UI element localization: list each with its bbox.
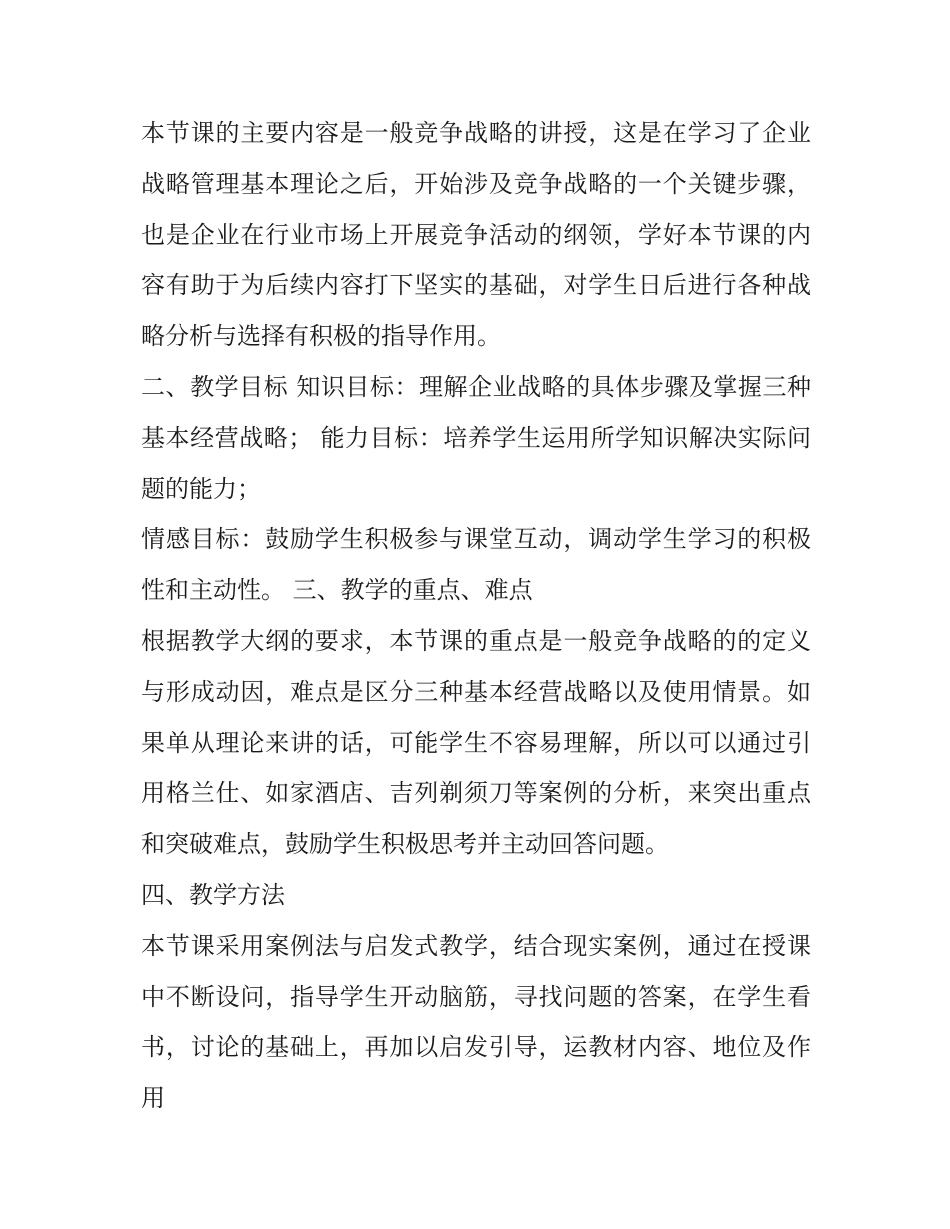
heading-teaching-methods: 四、教学方法 — [141, 880, 285, 909]
paragraph-key-points: 根据教学大纲的要求，本节课的重点是一般竞争战略的的定义与形成动因，难点是区分三种基本经营战略以及使用情景。如果单从理论来讲的话，可能学生不容易理解，所以可以通过引用格兰仕、如家酒店、吉列剃须刀等案例的分析，来突出重点和突破难点，鼓励学生积极思考并主动回答问题。 — [141, 626, 811, 859]
paragraph-emotional-objectives: 情感目标：鼓励学生积极参与课堂互动，调动学生学习的积极性和主动性。 三、教学的重点、难点 — [141, 525, 811, 605]
document-body — [141, 108, 811, 1124]
paragraph-teaching-methods: 本节课采用案例法与启发式教学，结合现实案例，通过在授课中不断设问，指导学生开动脑筋，寻找问题的答案，在学生看书，讨论的基础上，再加以启发引导，运教材内容、地位及作用 — [141, 931, 811, 1113]
paragraph-teaching-objectives: 二、教学目标 知识目标：理解企业战略的具体步骤及掌握三种基本经营战略； 能力目标：培养学生运用所学知识解决实际问题的能力； — [141, 372, 811, 503]
paragraph-content-overview: 本节课的主要内容是一般竞争战略的讲授，这是在学习了企业战略管理基本理论之后，开始涉及竞争战略的一个关键步骤，也是企业在行业市场上开展竞争活动的纲领，学好本节课的内容有助于为后续内容打下坚实的基础，对学生日后进行各种战略分析与选择有积极的指导作用。 — [141, 119, 811, 351]
